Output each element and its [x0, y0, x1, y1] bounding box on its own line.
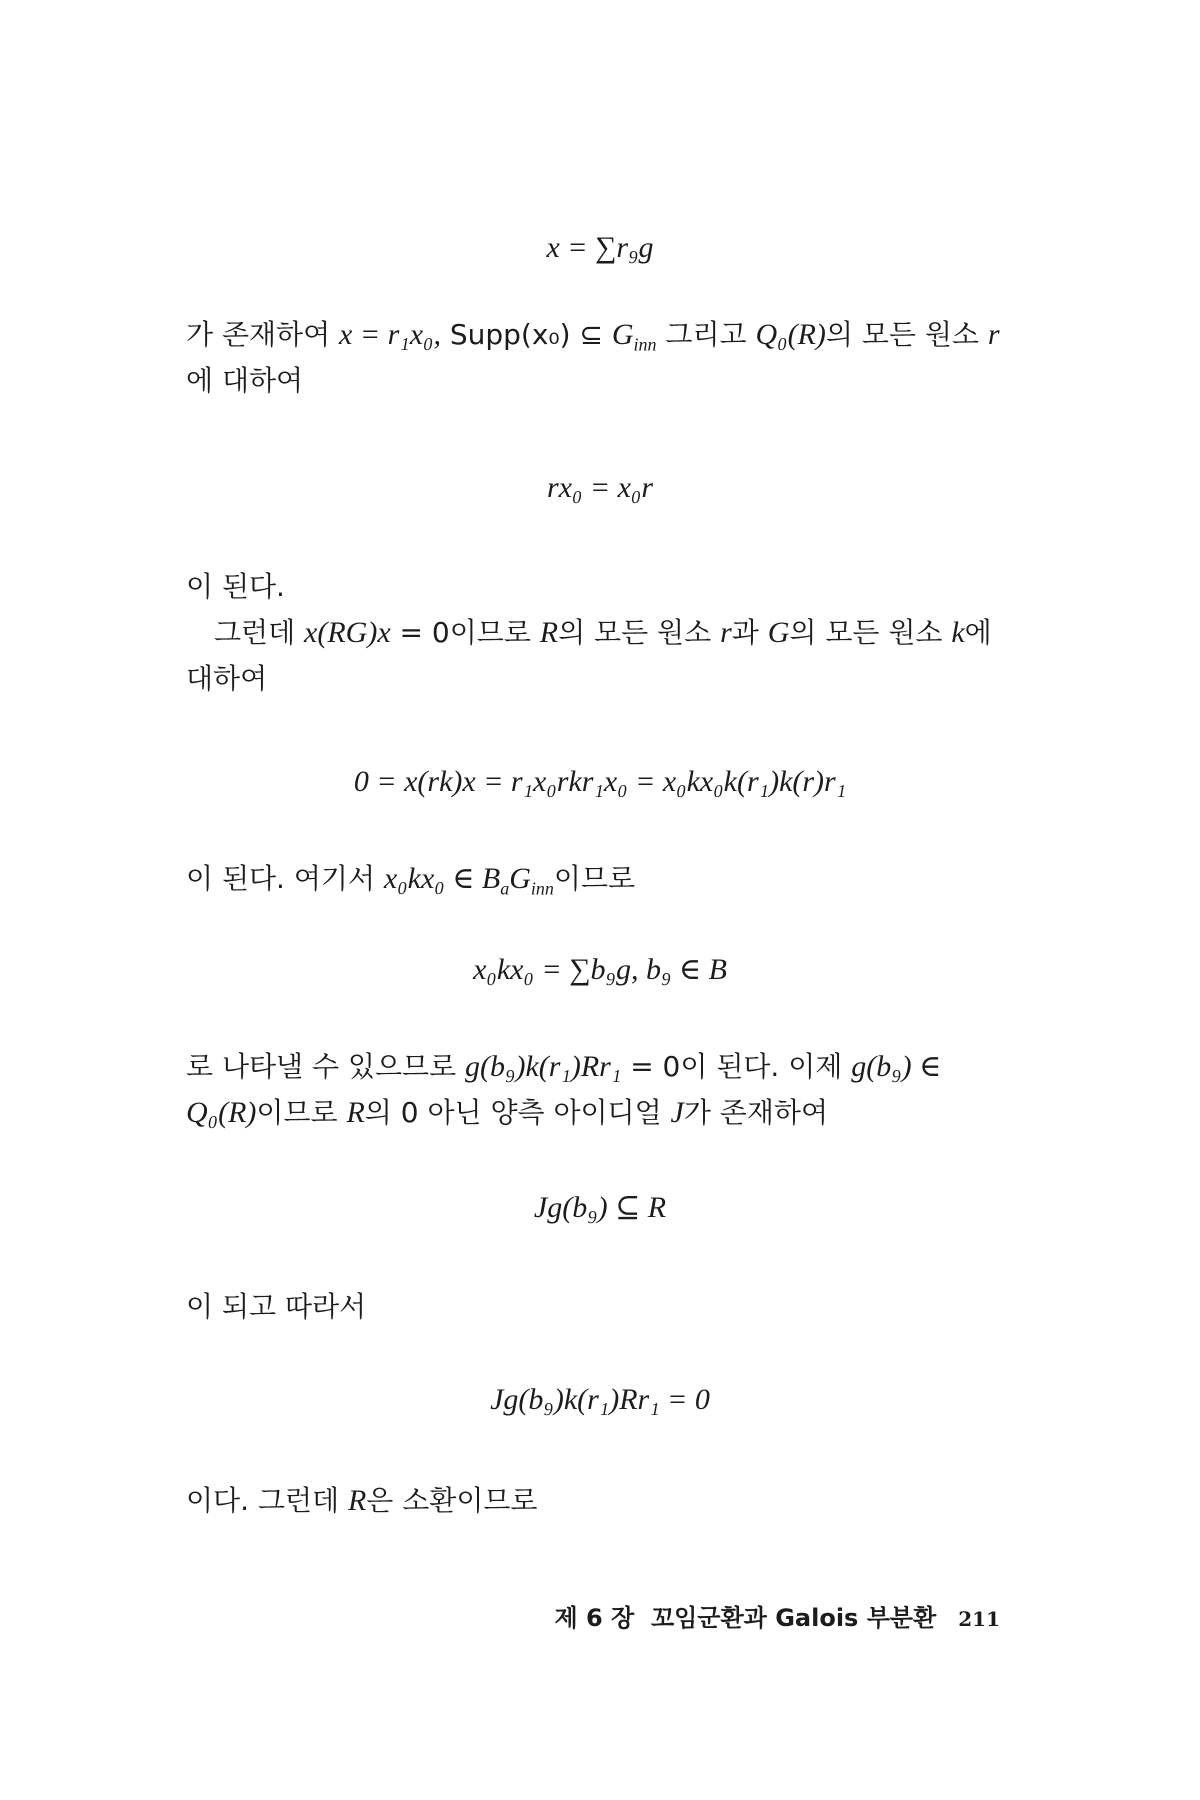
text: 그리고	[656, 318, 756, 351]
equation-3: 0 = x(rk)x = r₁x₀rkr₁x₀ = x₀kx₀k(r₁)k(r)r₁	[353, 765, 847, 798]
text: 의 모든 원소	[789, 616, 952, 649]
math: g(b₉) ∈	[851, 1050, 942, 1083]
paragraph-2: 이 된다.	[186, 570, 285, 603]
math: x = r₁x₀,	[339, 318, 441, 351]
paragraph-4	[186, 858, 1026, 910]
math: G	[509, 862, 531, 895]
math: x₀kx₀ ∈ B	[383, 862, 501, 895]
math-subscript: inn	[530, 878, 554, 899]
text: 의 모든 원소	[558, 616, 721, 649]
equation-2: rx₀ = x₀r	[546, 471, 654, 504]
chapter-title: 제 6 장 꼬임군환과 Galois 부분환	[554, 1604, 937, 1632]
math: J	[670, 1096, 684, 1129]
paragraph-5-line-2	[186, 1092, 1026, 1134]
text: 과	[731, 616, 768, 649]
text: 가 존재하여	[683, 1096, 829, 1129]
text: 그런데	[214, 616, 305, 649]
equation-1: x = ∑r₉g	[546, 231, 654, 264]
math-subscript: inn	[633, 334, 657, 355]
math: x(RG)x	[304, 616, 391, 649]
text: 이므로	[256, 1096, 347, 1129]
paragraph-3-line-2: 대하여	[186, 662, 268, 695]
text: = 0이므로	[390, 616, 540, 649]
paragraph-1-line-2: 에 대하여	[186, 364, 304, 397]
text: = 0이 된다. 이제	[621, 1050, 852, 1083]
math: g(b₉)k(r₁)Rr₁	[465, 1050, 622, 1083]
text: 의 모든 원소	[825, 318, 988, 351]
running-footer	[554, 1598, 1000, 1633]
equation-6: Jg(b₉)k(r₁)Rr₁ = 0	[490, 1383, 710, 1416]
text: 이다. 그런데	[186, 1484, 348, 1517]
paragraph-7	[186, 1480, 1026, 1522]
math: Q₀(R)	[755, 318, 826, 351]
math-subscript: a	[500, 878, 510, 899]
paragraph-5-line-1	[186, 1046, 1026, 1088]
text: 이 된다. 여기서	[186, 862, 384, 895]
math: r	[720, 616, 732, 649]
equation-5: Jg(b₉) ⊆ R	[533, 1191, 667, 1224]
math: r	[987, 318, 1000, 351]
math: Q₀(R)	[186, 1096, 257, 1129]
text: 에	[964, 616, 992, 649]
paragraph-6: 이 되고 따라서	[186, 1290, 367, 1323]
equation-4: x₀kx₀ = ∑b₉g, b₉ ∈ B	[473, 953, 727, 986]
paragraph-1-line-1	[186, 314, 1026, 366]
math: G	[767, 616, 790, 649]
text: 가 존재하여	[186, 318, 340, 351]
text: 로 나타낼 수 있으므로	[186, 1050, 466, 1083]
math: R	[539, 616, 559, 649]
math: G	[611, 318, 634, 351]
text: 은 소환이므로	[366, 1484, 538, 1517]
text: 의 0 아닌 양측 아이디얼	[364, 1096, 671, 1129]
math: R	[347, 1484, 367, 1517]
math: k	[951, 616, 965, 649]
text: 이므로	[553, 862, 636, 895]
paragraph-3-line-1	[214, 612, 1054, 654]
math: R	[346, 1096, 365, 1129]
text: Supp(x₀) ⊆	[440, 318, 612, 351]
page-number: 211	[958, 1607, 1000, 1631]
